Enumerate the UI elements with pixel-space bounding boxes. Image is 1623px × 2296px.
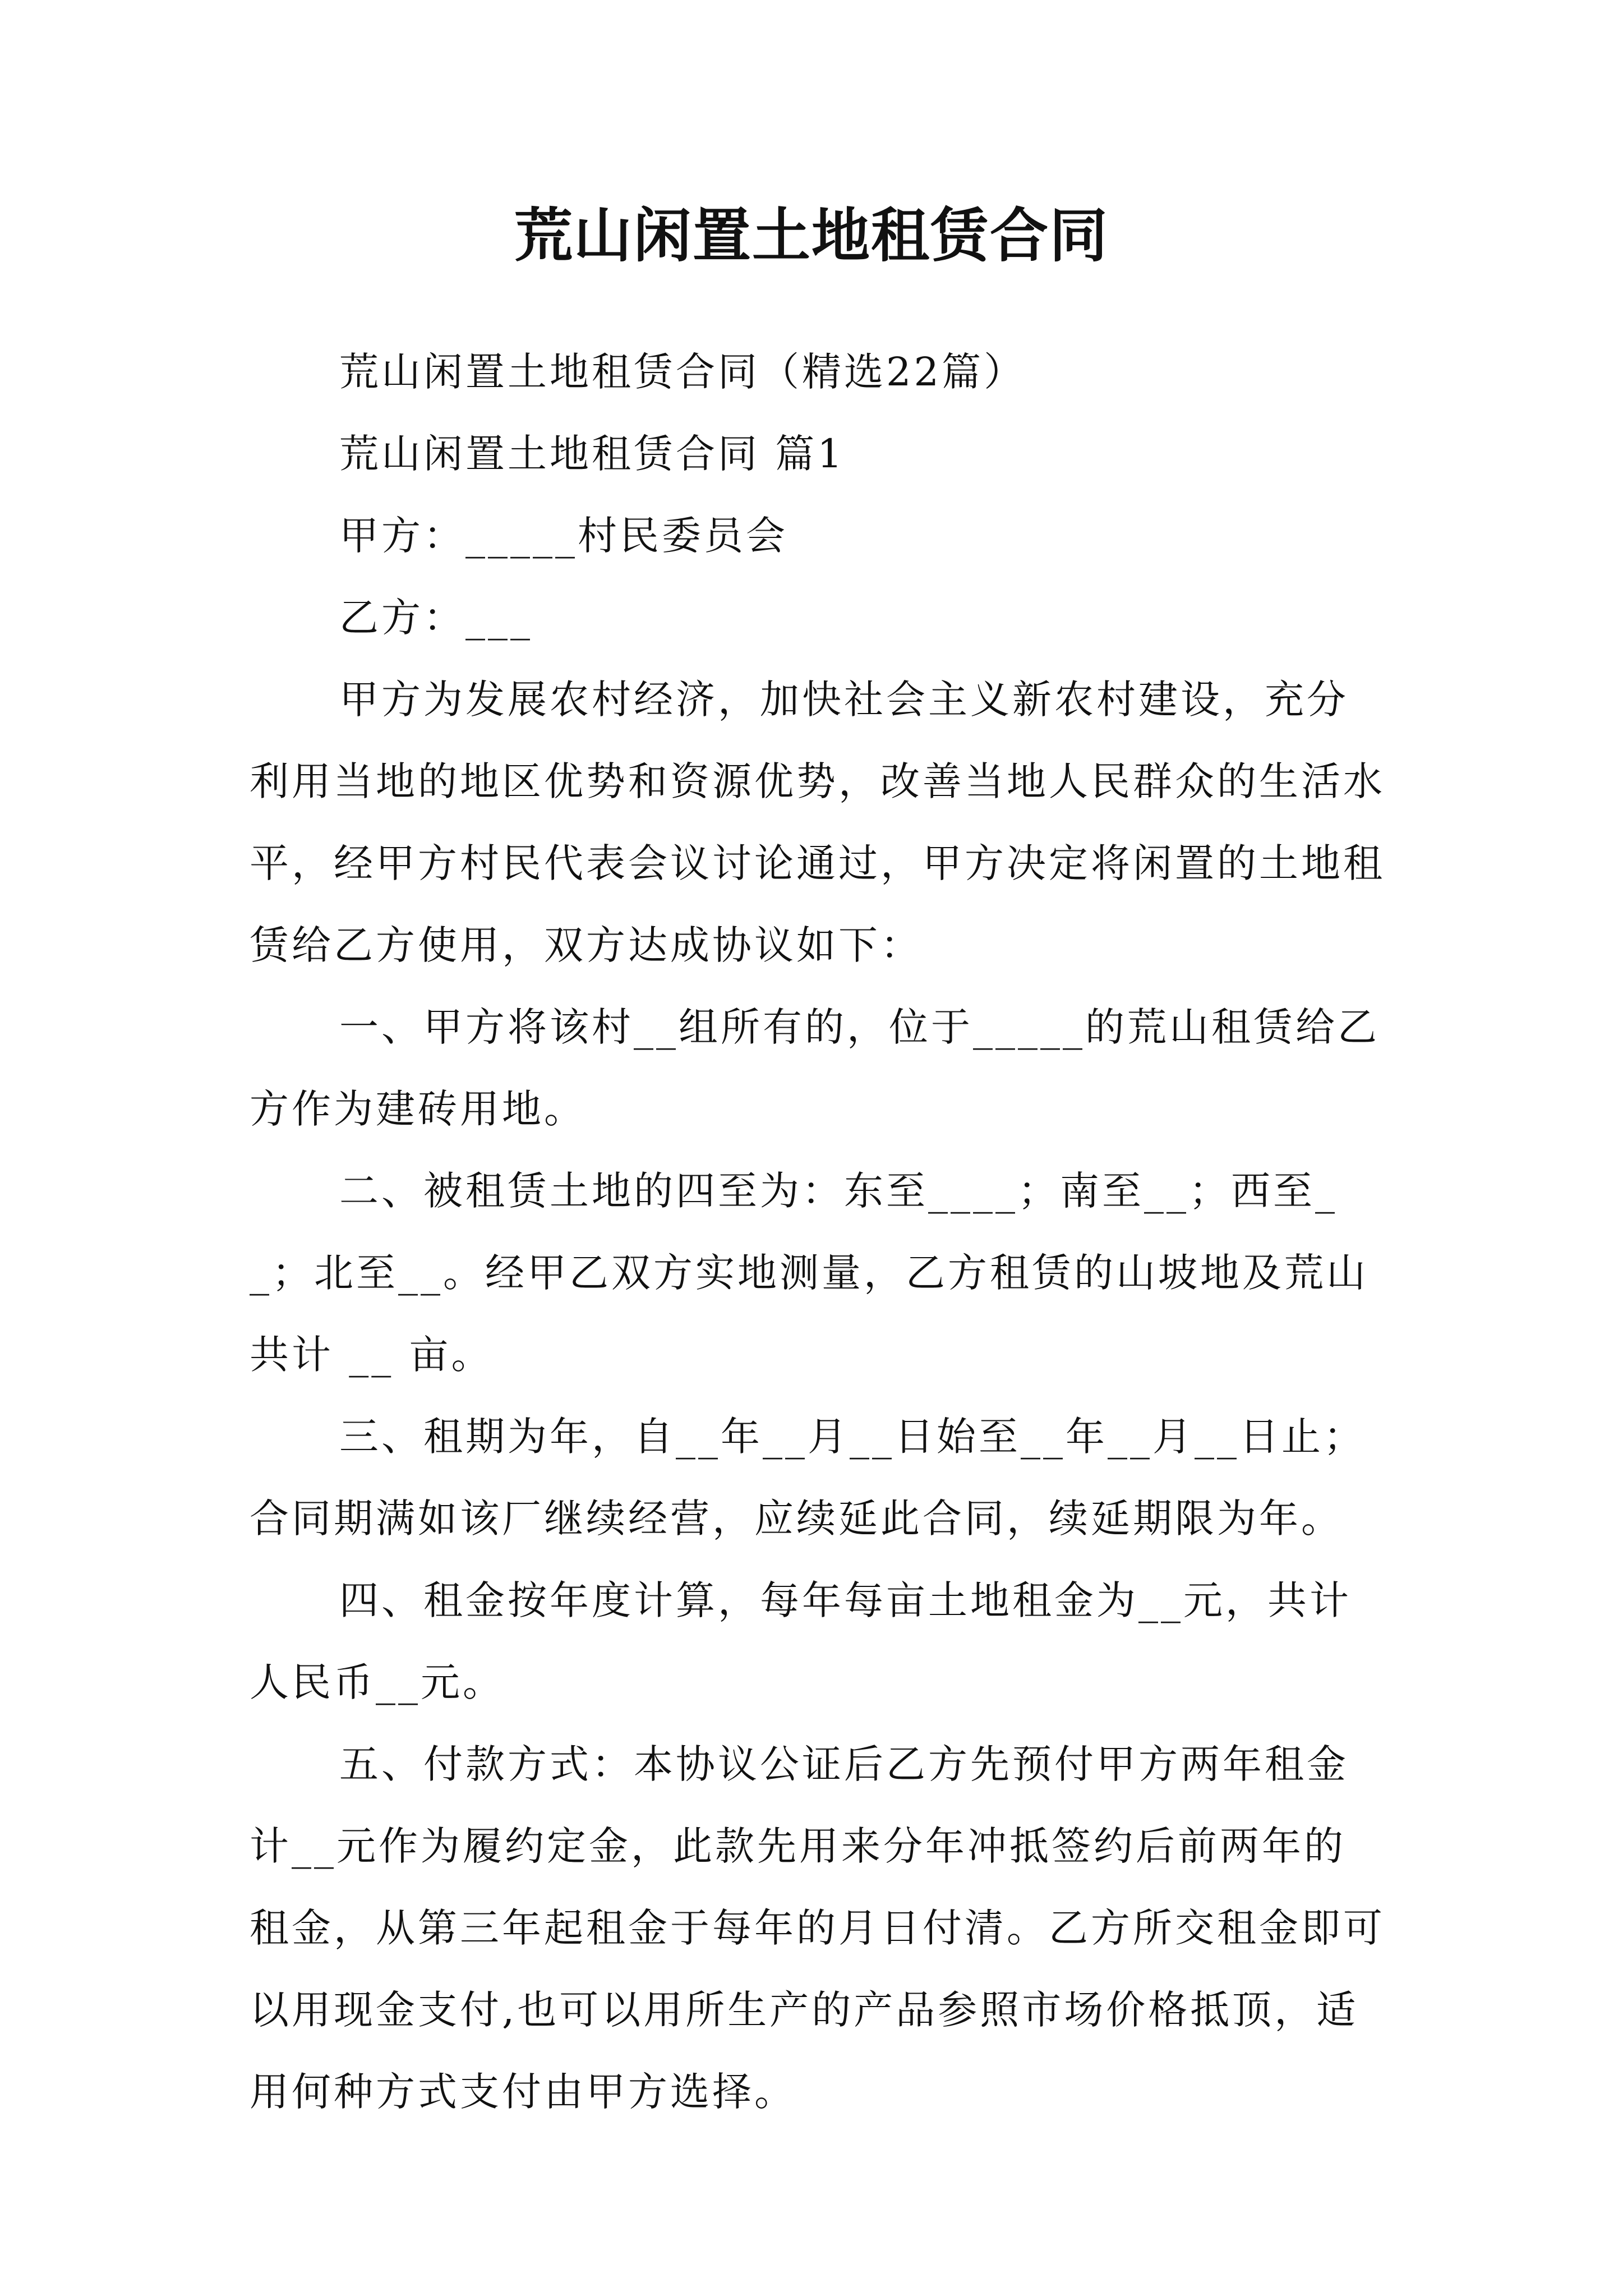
section-heading: 荒山闲置土地租赁合同 篇1	[339, 431, 845, 477]
document-body	[250, 331, 1387, 2133]
party-b-line: 乙方：___	[339, 595, 533, 641]
clause-1: 一、甲方将该村__组所有的，位于_____的荒山租赁给乙方作为建砖用地。	[250, 1004, 1380, 1132]
clause-5: 五、付款方式：本协议公证后乙方先预付甲方两年租金计__元作为履约定金，此款先用来分年冲抵签约后前两年的租金，从第三年起租金于每年的月日付清。乙方所交租金即可以用现金支付,也可以用所生产的产品参照市场价格抵顶，适用何种方式支付由甲方选择。	[250, 1741, 1385, 2115]
party-a-line: 甲方：_____村民委员会	[339, 513, 788, 559]
preamble-paragraph: 甲方为发展农村经济，加快社会主义新农村建设，充分利用当地的地区优势和资源优势，改善当地人民群众的生活水平，经甲方村民代表会议讨论通过，甲方决定将闲置的土地租赁给乙方使用，双方达成协议如下：	[250, 677, 1385, 968]
document-title: 荒山闲置土地租赁合同	[514, 201, 1109, 270]
clause-2: 二、被租赁土地的四至为：东至____；南至__；西至__；北至__。经甲乙双方实地测量，乙方租赁的山坡地及荒山共计 __ 亩。	[250, 1168, 1368, 1378]
clause-3: 三、租期为年，自__年__月__日始至__年__月__日止；合同期满如该厂继续经营，应续延此合同，续延期限为年。	[250, 1414, 1366, 1542]
clause-4: 四、租金按年度计算，每年每亩土地租金为__元，共计人民币__元。	[250, 1577, 1352, 1705]
subtitle-collection: 荒山闲置土地租赁合同（精选22篇）	[339, 349, 1026, 395]
